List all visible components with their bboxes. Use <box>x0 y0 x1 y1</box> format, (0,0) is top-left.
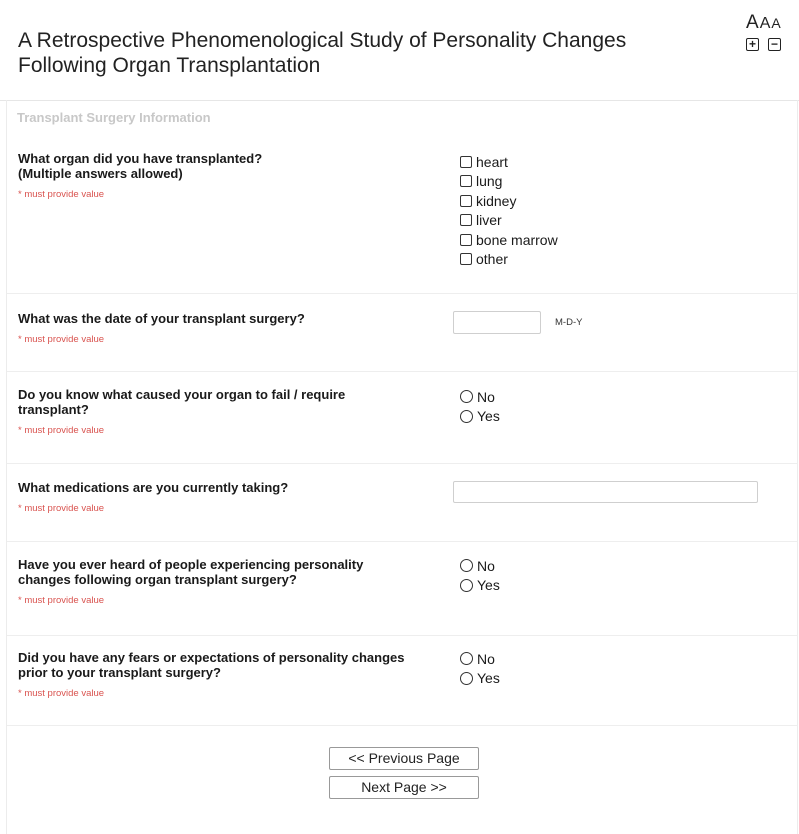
required-note: * must provide value <box>18 425 105 436</box>
question-fears-label <box>18 650 408 701</box>
question-organ-text: What organ did you have transplanted? <box>18 151 263 166</box>
checkbox[interactable] <box>460 156 472 168</box>
organ-options <box>460 152 558 269</box>
option-no[interactable] <box>460 556 500 576</box>
heard-options <box>460 556 500 595</box>
previous-page-button[interactable]: << Previous Page <box>329 747 479 770</box>
option-label: lung <box>476 173 503 190</box>
required-note: * must provide value <box>18 688 105 699</box>
question-date-label <box>18 311 408 347</box>
option-label: Yes <box>477 670 500 687</box>
option-label: heart <box>476 153 508 170</box>
option-no[interactable] <box>460 649 500 669</box>
question-heard-label <box>18 557 408 608</box>
radio-button[interactable] <box>460 410 473 423</box>
radio-button[interactable] <box>460 652 473 665</box>
radio-button[interactable] <box>460 579 473 592</box>
checkbox[interactable] <box>460 214 472 226</box>
option-other[interactable] <box>460 250 558 270</box>
question-heard <box>7 541 797 636</box>
option-yes[interactable] <box>460 407 500 427</box>
medications-input[interactable] <box>453 481 758 503</box>
option-label: Yes <box>477 408 500 425</box>
zoom-out-icon[interactable]: − <box>768 38 781 51</box>
required-note: * must provide value <box>18 334 105 345</box>
option-label: other <box>476 251 508 268</box>
question-date <box>7 293 797 372</box>
question-cause-label <box>18 387 408 438</box>
option-label: No <box>477 557 495 574</box>
fears-options <box>460 649 500 688</box>
required-note: * must provide value <box>18 189 105 200</box>
question-organ-sublabel: (Multiple answers allowed) <box>18 166 183 181</box>
question-medications-text: What medications are you currently taking? <box>18 480 289 495</box>
option-bone-marrow[interactable] <box>460 230 558 250</box>
checkbox[interactable] <box>460 175 472 187</box>
option-label: No <box>477 650 495 667</box>
question-cause-text: Do you know what caused your organ to fail / require transplant? <box>18 387 346 417</box>
question-organ-label <box>18 151 408 202</box>
option-label: liver <box>476 212 502 229</box>
option-heart[interactable] <box>460 152 558 172</box>
text-size-small[interactable]: A <box>771 15 782 31</box>
required-note: * must provide value <box>18 595 105 606</box>
question-heard-text: Have you ever heard of people experiencing personality changes following organ transplant surgery? <box>18 557 364 587</box>
option-kidney[interactable] <box>460 191 558 211</box>
checkbox[interactable] <box>460 195 472 207</box>
text-size-large[interactable]: A <box>746 12 760 33</box>
checkbox[interactable] <box>460 253 472 265</box>
option-label: bone marrow <box>476 231 558 248</box>
option-yes[interactable] <box>460 669 500 689</box>
radio-button[interactable] <box>460 559 473 572</box>
date-format-hint: M-D-Y <box>555 317 583 328</box>
option-lung[interactable] <box>460 172 558 192</box>
checkbox[interactable] <box>460 234 472 246</box>
option-label: kidney <box>476 192 517 209</box>
survey-header <box>0 0 799 101</box>
option-liver[interactable] <box>460 211 558 231</box>
option-label: Yes <box>477 577 500 594</box>
text-size-glyphs <box>746 12 790 34</box>
option-no[interactable] <box>460 387 500 407</box>
question-fears <box>7 635 797 726</box>
question-date-text: What was the date of your transplant surgery? <box>18 311 305 326</box>
radio-button[interactable] <box>460 672 473 685</box>
question-medications <box>7 463 797 542</box>
date-input[interactable] <box>453 311 541 334</box>
question-cause <box>7 371 797 464</box>
text-size-medium[interactable]: A <box>759 15 772 32</box>
cause-options <box>460 387 500 426</box>
question-organ <box>7 130 797 294</box>
required-note: * must provide value <box>18 503 105 514</box>
question-medications-label <box>18 480 408 516</box>
option-label: No <box>477 388 495 405</box>
radio-button[interactable] <box>460 390 473 403</box>
form-right-border <box>797 100 798 834</box>
zoom-in-icon[interactable]: + <box>746 38 759 51</box>
survey-title: A Retrospective Phenomenological Study of Personality Changes Following Organ Transplantation <box>18 29 627 77</box>
text-size-control <box>746 12 790 51</box>
next-page-button[interactable]: Next Page >> <box>329 776 479 799</box>
section-header: Transplant Surgery Information <box>17 110 211 125</box>
question-fears-text: Did you have any fears or expectations of personality changes prior to your transplant surgery? <box>18 650 405 680</box>
option-yes[interactable] <box>460 576 500 596</box>
